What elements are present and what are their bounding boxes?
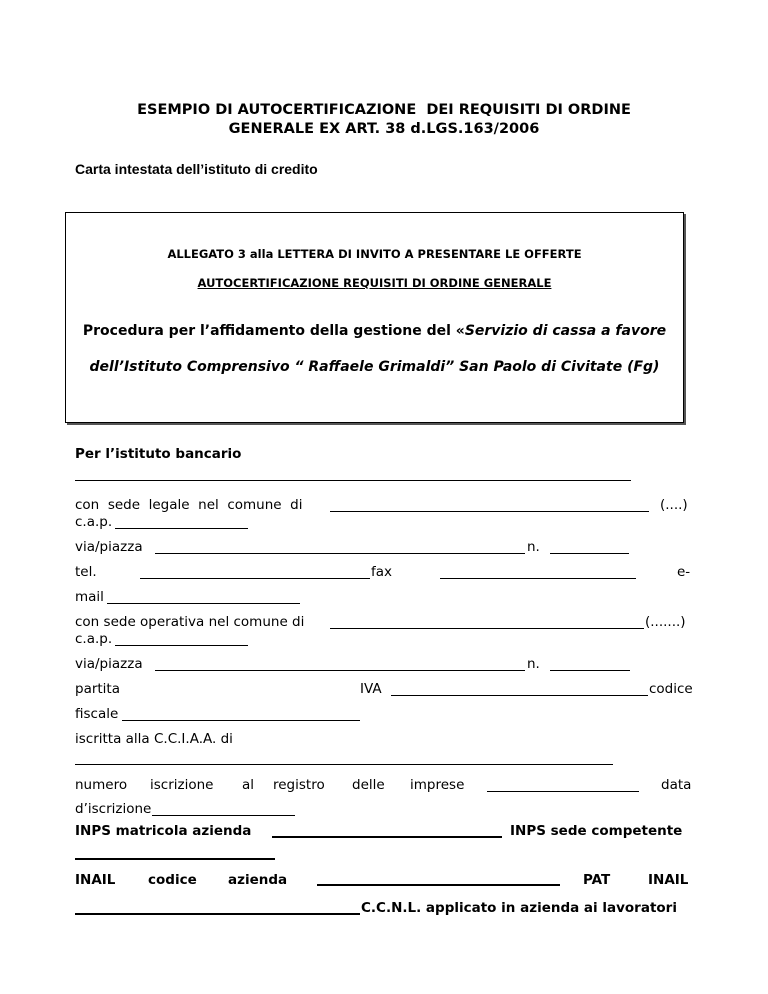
numero-label: numero (75, 777, 128, 793)
inail-codice-field[interactable] (317, 884, 560, 886)
pat-inail-label: INAIL (648, 872, 689, 888)
inail-codice-label: codice (148, 872, 197, 888)
inps-sede-field[interactable] (75, 858, 275, 860)
tel-field[interactable] (140, 578, 370, 579)
allegato-box (65, 212, 684, 423)
email-label-e: e- (677, 564, 691, 580)
pat-inail-field[interactable] (75, 913, 360, 915)
document-title-line2: GENERALE EX ART. 38 d.LGS.163/2006 (228, 121, 540, 137)
cap2-field[interactable] (115, 645, 248, 646)
fax-label: fax (371, 564, 393, 580)
inps-matricola-label: INPS matricola azienda (75, 823, 252, 839)
inail-label: INAIL (75, 872, 116, 888)
al-label: al (242, 777, 255, 793)
cap1-field[interactable] (115, 528, 248, 529)
sede-operativa-prov: (.......) (645, 614, 686, 630)
sede-legale-prov: (....) (660, 497, 688, 513)
sede-legale-label: con sede legale nel comune di (75, 497, 303, 513)
procedura-line1 (66, 323, 683, 339)
procedura-line2: dell’Istituto Comprensivo “ Raffaele Grimaldi” San Paolo di Civitate (Fg) (89, 359, 660, 375)
numero-registro-field[interactable] (487, 791, 639, 792)
partita-label: partita (75, 681, 121, 697)
allegato-heading: ALLEGATO 3 alla LETTERA DI INVITO A PRESENTARE LE OFFERTE (167, 247, 582, 261)
inail-azienda-label: azienda (228, 872, 288, 888)
inps-sede-label: INPS sede competente (510, 823, 683, 839)
cciaa-field[interactable] (75, 764, 613, 765)
data-iscrizione-label: d’iscrizione (75, 801, 152, 817)
delle-label: delle (352, 777, 385, 793)
iva-label: IVA (360, 681, 382, 697)
data-label: data (661, 777, 692, 793)
fax-field[interactable] (440, 578, 636, 579)
iscrizione-label: iscrizione (150, 777, 214, 793)
per-istituto-label: Per l’istituto bancario (75, 446, 242, 462)
n2-field[interactable] (550, 670, 630, 671)
data-iscrizione-field[interactable] (152, 815, 295, 816)
cap2-label: c.a.p. (75, 631, 113, 647)
autocertificazione-heading: AUTOCERTIFICAZIONE REQUISITI DI ORDINE GENERALE (197, 276, 552, 290)
ccnl-label: C.C.N.L. applicato in azienda ai lavoratori (361, 900, 677, 916)
partita-iva-field[interactable] (391, 695, 648, 696)
registro-label: registro (273, 777, 325, 793)
via1-label: via/piazza (75, 539, 143, 555)
imprese-label: imprese (410, 777, 465, 793)
n1-field[interactable] (550, 553, 629, 554)
email-field[interactable] (107, 603, 300, 604)
letterhead-label: Carta intestata dell’istituto di credito (75, 161, 318, 177)
email-label-mail: mail (75, 589, 104, 605)
sede-operativa-field[interactable] (330, 628, 644, 629)
via2-field[interactable] (155, 670, 525, 671)
pat-label: PAT (583, 872, 611, 888)
sede-legale-field[interactable] (330, 511, 649, 512)
via2-label: via/piazza (75, 656, 143, 672)
iscritta-label: iscritta alla C.C.I.A.A. di (75, 731, 233, 747)
inps-matricola-field[interactable] (272, 836, 502, 838)
via1-field[interactable] (155, 553, 525, 554)
procedura-italic: Servizio di cassa a favore (464, 323, 667, 339)
tel-label: tel. (75, 564, 97, 580)
codice-fiscale-field[interactable] (122, 720, 360, 721)
n2-label: n. (527, 656, 540, 672)
procedura-text: Procedura per l’affidamento della gestione del « (82, 323, 465, 339)
codice-label: codice (649, 681, 693, 697)
n1-label: n. (527, 539, 540, 555)
document-title-line1: ESEMPIO DI AUTOCERTIFICAZIONE DEI REQUISITI DI ORDINE (137, 102, 631, 118)
istituto-name-field[interactable] (75, 480, 631, 481)
fiscale-label: fiscale (75, 706, 119, 722)
cap1-label: c.a.p. (75, 514, 113, 530)
sede-operativa-label: con sede operativa nel comune di (75, 614, 305, 630)
